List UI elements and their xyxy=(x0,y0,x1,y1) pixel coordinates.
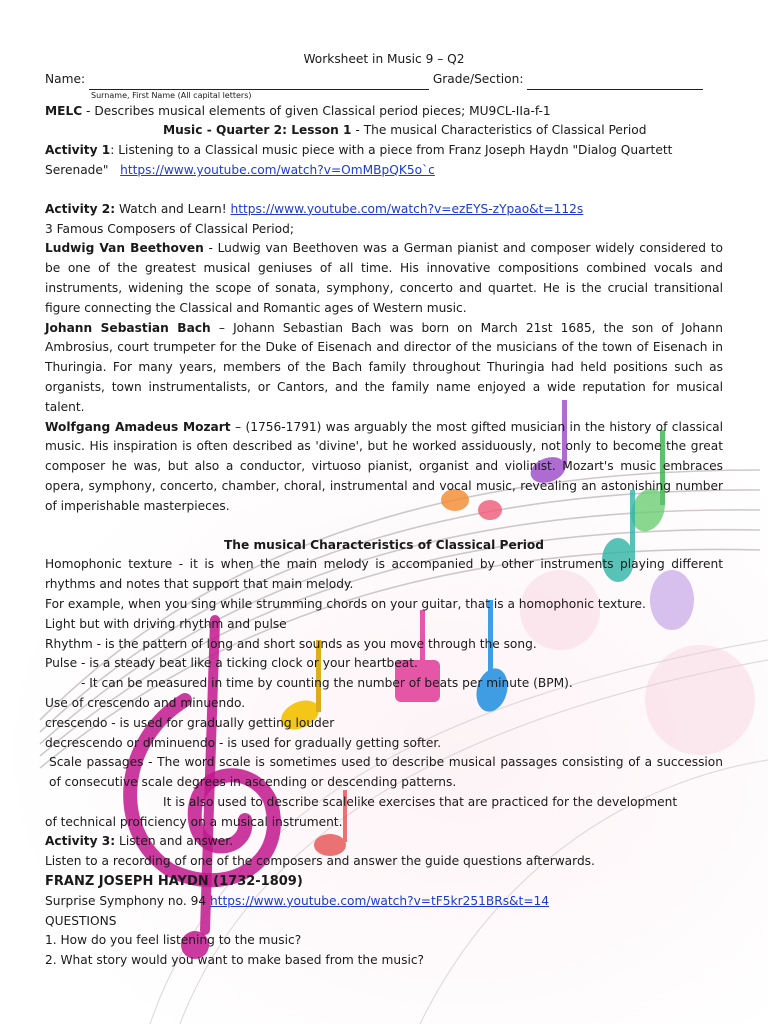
mozart-text: – (1756-1791) was arguably the most gifted musician in the history of classical music. His inspiration is often described as 'divine', but he worked assiduously, not only to become the great composer he was, but also a conductor, virtuoso pianist, organist and violinist. Mozart's music embraces opera, symphony, concerto, chamber, choral, instrumental and vocal music, revealing an astonishing number of imperishable masterpieces. xyxy=(45,419,723,513)
characteristics-heading: The musical Characteristics of Classical Period xyxy=(223,537,545,552)
question-1: 1. How do you feel listening to the music? xyxy=(45,933,302,948)
question-2: 2. What story would you want to make based from the music? xyxy=(45,953,425,968)
rhythm-text: Rhythm - is the pattern of long and short sounds as you move through the song. xyxy=(45,636,537,651)
name-label: Name: xyxy=(45,71,86,86)
activity2-text: Watch and Learn! xyxy=(115,201,227,216)
haydn-link[interactable]: https://www.youtube.com/watch?v=tF5kr251BRs&t=14 xyxy=(209,893,550,908)
mozart-name: Wolfgang Amadeus Mozart xyxy=(45,419,231,434)
activity3-instruction: Listen to a recording of one of the composers and answer the guide questions afterwards. xyxy=(45,854,595,869)
lesson-text: - The musical Characteristics of Classical Period xyxy=(351,123,647,138)
grade-label: Grade/Section: xyxy=(432,71,524,86)
light-text: Light but with driving rhythm and pulse xyxy=(45,616,287,631)
bach-text: – Johann Sebastian Bach was born on March 21st 1685, the son of Johann Ambrosius, court trumpeter for the Duke of Eisenach and director of the musicians of the town of Eisenach in Thuringia. For many years, members of the Bach family throughout Thuringia had held positions such as organists, town instrumentalists, or Cantors, and the family name enjoyed a wide reputation for musical talent. xyxy=(45,320,723,414)
scale-text-2b: of technical proficiency on a musical instrument. xyxy=(45,814,343,829)
worksheet-title: Worksheet in Music 9 – Q2 xyxy=(303,52,465,66)
decrescendo-text: decrescendo or diminuendo - is used for gradually getting softer. xyxy=(45,735,442,750)
melc-line xyxy=(45,102,723,122)
beethoven-paragraph xyxy=(45,239,723,318)
worksheet-page xyxy=(45,50,723,971)
activity2-link[interactable]: https://www.youtube.com/watch?v=ezEYS-zYpao&t=112s xyxy=(230,201,584,216)
mozart-paragraph xyxy=(45,418,723,517)
activity1-link[interactable]: https://www.youtube.com/watch?v=OmMBpQK5o`c xyxy=(120,162,435,177)
beethoven-name: Ludwig Van Beethoven xyxy=(45,241,204,256)
scale-text: Scale passages - The word scale is sometimes used to describe musical passages consisting of a succession of consecutive scale degrees in ascending or descending patterns. xyxy=(49,755,723,790)
melc-text: - Describes musical elements of given Classical period pieces; MU9CL-IIa-f-1 xyxy=(82,103,551,118)
activity2-label: Activity 2: xyxy=(45,201,116,216)
haydn-piece-line xyxy=(45,892,723,912)
example-text: For example, when you sing while strumming chords on your guitar, that is a homophonic texture. xyxy=(45,596,646,611)
activity2-subtitle: 3 Famous Composers of Classical Period; xyxy=(45,221,294,236)
lesson-label: Music - Quarter 2: Lesson 1 xyxy=(163,123,352,138)
activity1-text: : Listening to a Classical music piece with a piece from Franz Joseph Haydn "Dialog Quartett xyxy=(110,143,673,158)
crescendo-text: crescendo - is used for gradually getting louder xyxy=(45,715,335,730)
homophonic-text: Homophonic texture - it is when the main melody is accompanied by other instruments playing different rhythms and notes that support that main melody. xyxy=(45,557,723,592)
activity2-line xyxy=(45,200,723,220)
bach-name: Johann Sebastian Bach xyxy=(45,320,211,335)
scale-text-2a: It is also used to describe scalelike exercises that are practiced for the development xyxy=(163,794,678,809)
activity1-line2 xyxy=(45,161,723,181)
activity3-line xyxy=(45,832,723,852)
use-text: Use of crescendo and minuendo. xyxy=(45,695,246,710)
bach-paragraph xyxy=(45,319,723,418)
grade-section-field[interactable] xyxy=(527,75,703,90)
pulse-text: Pulse - is a steady beat like a ticking clock or your heartbeat. xyxy=(45,656,418,671)
activity1-label: Activity 1 xyxy=(45,143,111,158)
activity1-line xyxy=(45,141,723,161)
name-field[interactable] xyxy=(89,75,429,90)
haydn-heading: FRANZ JOSEPH HAYDN (1732-1809) xyxy=(45,874,303,890)
beethoven-text: - Ludwig van Beethoven was a German pianist and composer widely considered to be one of the greatest musical geniuses of all time. His innovative compositions combined vocals and instruments, widening the scope of sonata, symphony, concerto and quartet. He is the crucial transitional figure connecting the Classical and Romantic ages of Western music. xyxy=(45,241,723,315)
lesson-line xyxy=(45,121,723,141)
questions-label: QUESTIONS xyxy=(45,913,117,928)
bpm-text: - It can be measured in time by counting the number of beats per minute (BPM). xyxy=(81,676,573,691)
activity1-text2: Serenade" xyxy=(45,162,109,177)
melc-label: MELC xyxy=(45,103,83,118)
activity3-label: Activity 3: xyxy=(45,834,116,849)
name-hint: Surname, First Name (All capital letters) xyxy=(91,90,252,100)
activity3-text: Listen and answer. xyxy=(115,834,234,849)
name-grade-row xyxy=(45,70,723,90)
haydn-piece: Surprise Symphony no. 94 xyxy=(45,893,207,908)
